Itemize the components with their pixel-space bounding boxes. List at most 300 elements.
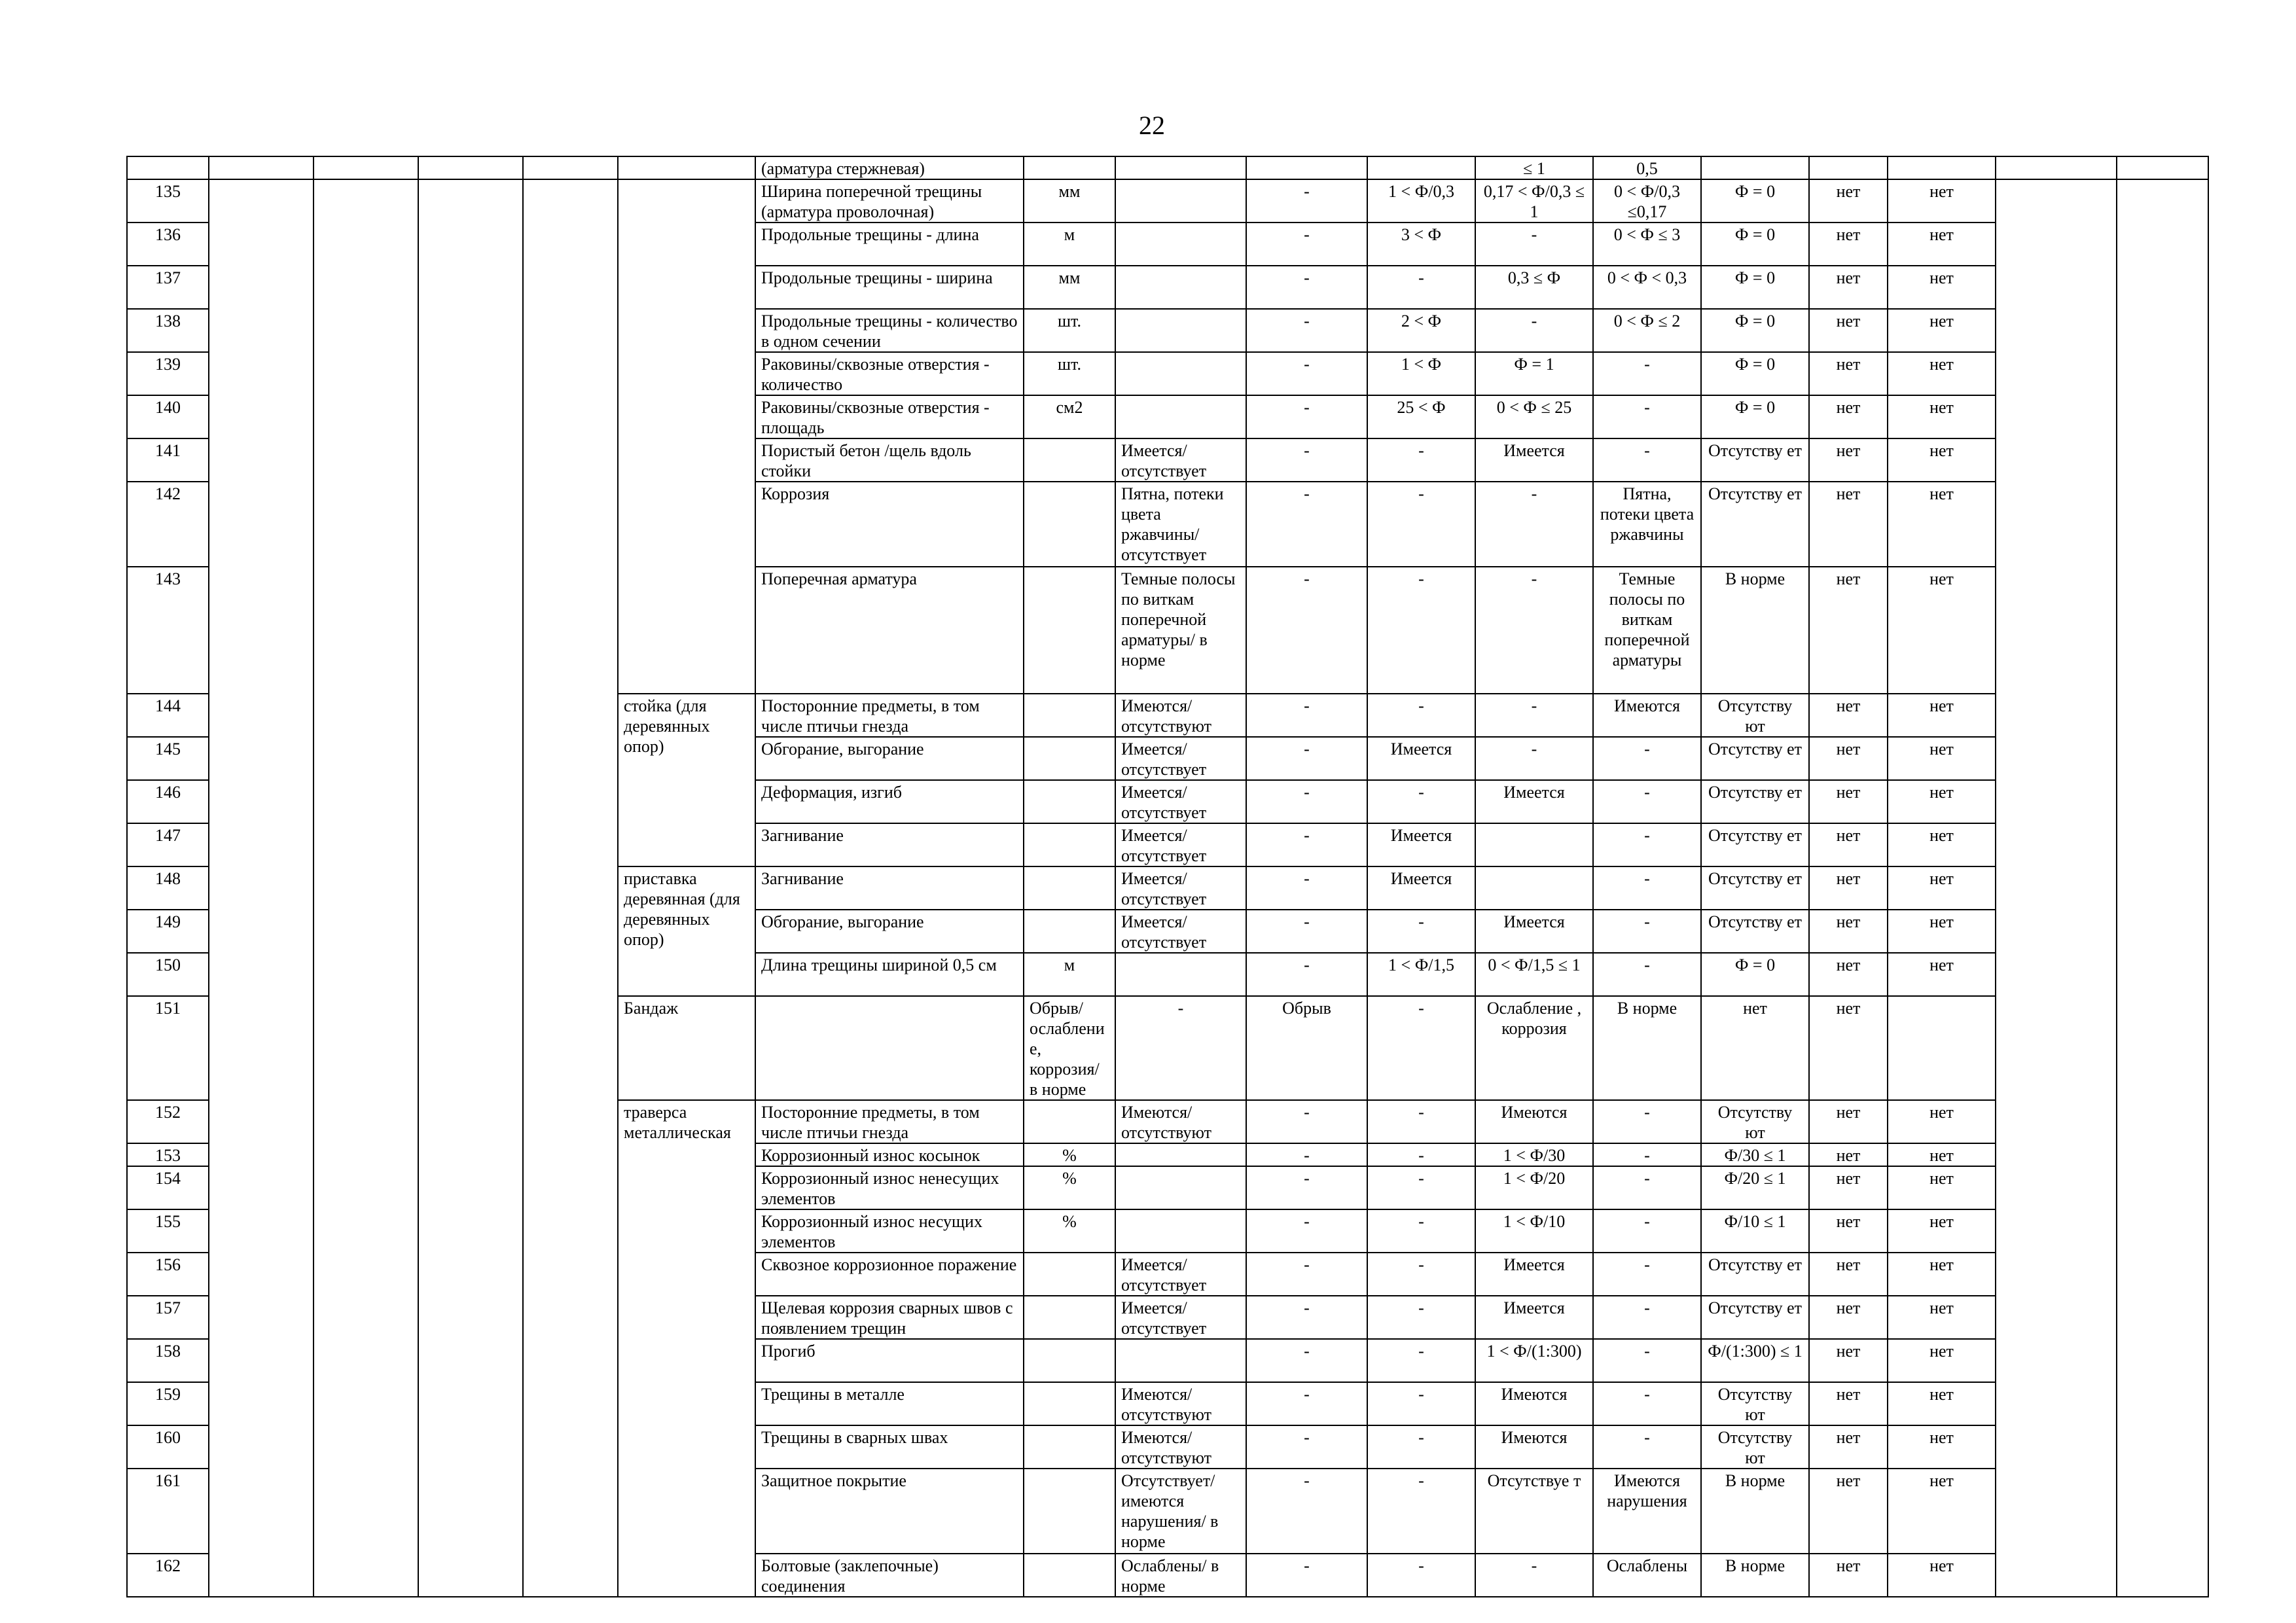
unit-cell <box>1024 1382 1115 1425</box>
value-cell: Ф/(1:300) ≤ 1 <box>1701 1339 1809 1382</box>
values-cell: Имеется/ отсутствует <box>1115 866 1246 910</box>
value-cell: - <box>1246 780 1367 823</box>
value-cell: 0 < Ф/0,3 ≤0,17 <box>1593 179 1701 223</box>
value-cell: Имеется <box>1475 780 1593 823</box>
unit-cell: мм <box>1024 179 1115 223</box>
value-cell: нет <box>1809 1253 1888 1296</box>
value-cell: - <box>1246 1339 1367 1382</box>
value-cell: 0 < Ф < 0,3 <box>1593 266 1701 309</box>
value-cell: Пятна, потеки цвета ржавчины <box>1593 482 1701 567</box>
value-cell: Имеются <box>1475 1382 1593 1425</box>
value-cell: нет <box>1809 438 1888 482</box>
values-cell: Имеется/ отсутствует <box>1115 910 1246 953</box>
unit-cell <box>1024 694 1115 737</box>
values-cell <box>1115 156 1246 179</box>
value-cell: нет <box>1888 1253 1996 1296</box>
row-number: 160 <box>127 1425 209 1469</box>
value-cell: нет <box>1809 953 1888 996</box>
value-cell: нет <box>1888 953 1996 996</box>
parameter-cell: Посторонние предметы, в том числе птичьи гнезда <box>755 1100 1024 1143</box>
values-cell <box>1115 223 1246 266</box>
value-cell <box>1475 866 1593 910</box>
value-cell: Ф/30 ≤ 1 <box>1701 1143 1809 1166</box>
row-number: 138 <box>127 309 209 352</box>
empty-cell <box>523 179 618 1597</box>
value-cell: - <box>1246 266 1367 309</box>
row-number: 151 <box>127 996 209 1100</box>
value-cell: Имеется <box>1367 866 1475 910</box>
value-cell: нет <box>1888 1143 1996 1166</box>
value-cell: нет <box>1888 1469 1996 1554</box>
value-cell: нет <box>1888 309 1996 352</box>
group-label: приставка деревянная (для деревянных опор) <box>618 866 755 996</box>
value-cell: Отсутству ет <box>1701 823 1809 866</box>
value-cell: - <box>1367 996 1475 1100</box>
row-number: 152 <box>127 1100 209 1143</box>
parameter-cell: Трещины в металле <box>755 1382 1024 1425</box>
unit-cell: % <box>1024 1166 1115 1209</box>
value-cell: нет <box>1809 309 1888 352</box>
value-cell: - <box>1593 438 1701 482</box>
value-cell: Ф = 1 <box>1475 352 1593 395</box>
value-cell: - <box>1593 1143 1701 1166</box>
unit-cell: % <box>1024 1143 1115 1166</box>
value-cell: нет <box>1888 1296 1996 1339</box>
row-number: 154 <box>127 1166 209 1209</box>
defect-criteria-table <box>126 156 2209 1597</box>
value-cell: нет <box>1888 223 1996 266</box>
values-cell: Имеется/ отсутствует <box>1115 780 1246 823</box>
value-cell: 0 < Ф ≤ 25 <box>1475 395 1593 438</box>
value-cell: - <box>1593 866 1701 910</box>
value-cell: Отсутству ет <box>1701 910 1809 953</box>
value-cell: нет <box>1809 482 1888 567</box>
parameter-cell: Обгорание, выгорание <box>755 910 1024 953</box>
value-cell: - <box>1593 823 1701 866</box>
row-number: 148 <box>127 866 209 910</box>
empty-cell <box>209 179 314 1597</box>
value-cell: Ослаблены <box>1593 1554 1701 1597</box>
unit-cell: шт. <box>1024 352 1115 395</box>
row-number: 137 <box>127 266 209 309</box>
value-cell: 0,5 <box>1593 156 1701 179</box>
value-cell: - <box>1246 223 1367 266</box>
value-cell: Отсутству ет <box>1701 1296 1809 1339</box>
value-cell: нет <box>1809 1469 1888 1554</box>
value-cell: нет <box>1809 1166 1888 1209</box>
unit-cell: см2 <box>1024 395 1115 438</box>
value-cell: Имеются <box>1593 694 1701 737</box>
value-cell: - <box>1367 1296 1475 1339</box>
empty-cell <box>209 156 314 179</box>
value-cell: 1 < Ф/30 <box>1475 1143 1593 1166</box>
values-cell: Обрыв/ ослабление, коррозия/ в норме <box>1024 996 1115 1100</box>
row-number: 136 <box>127 223 209 266</box>
parameter-cell: Трещины в сварных швах <box>755 1425 1024 1469</box>
value-cell: - <box>1593 352 1701 395</box>
value-cell: - <box>1367 1100 1475 1143</box>
parameter-cell: Коррозия <box>755 482 1024 567</box>
unit-cell <box>1024 1469 1115 1554</box>
value-cell: - <box>1367 1339 1475 1382</box>
value-cell: - <box>1367 1382 1475 1425</box>
value-cell: Отсутству ет <box>1701 737 1809 780</box>
value-cell: нет <box>1888 737 1996 780</box>
empty-cell <box>618 156 755 179</box>
unit-cell <box>1024 866 1115 910</box>
parameter-cell: Раковины/сквозные отверстия - количество <box>755 352 1024 395</box>
values-cell: Темные полосы по виткам поперечной арматуры/ в норме <box>1115 567 1246 694</box>
value-cell: - <box>1593 1253 1701 1296</box>
values-cell: Имеются/ отсутствуют <box>1115 1425 1246 1469</box>
value-cell: - <box>1246 482 1367 567</box>
empty-cell <box>418 179 523 1597</box>
unit-cell <box>1024 737 1115 780</box>
unit-cell <box>1024 1425 1115 1469</box>
parameter-cell: Болтовые (заклепочные) соединения <box>755 1554 1024 1597</box>
unit-cell <box>1024 567 1115 694</box>
value-cell: нет <box>1809 737 1888 780</box>
row-number: 146 <box>127 780 209 823</box>
value-cell: нет <box>1809 910 1888 953</box>
value-cell: - <box>1367 780 1475 823</box>
parameter-cell: Коррозионный износ косынок <box>755 1143 1024 1166</box>
value-cell: В норме <box>1701 1554 1809 1597</box>
value-cell: - <box>1475 1554 1593 1597</box>
row-number: 161 <box>127 1469 209 1554</box>
value-cell: 1 < Ф/(1:300) <box>1475 1339 1593 1382</box>
value-cell: Обрыв <box>1246 996 1367 1100</box>
value-cell: нет <box>1701 996 1809 1100</box>
unit-cell: шт. <box>1024 309 1115 352</box>
value-cell: - <box>1246 1425 1367 1469</box>
value-cell: - <box>1246 1382 1367 1425</box>
value-cell: нет <box>1888 567 1996 694</box>
value-cell <box>1367 156 1475 179</box>
value-cell: 1 < Ф/1,5 <box>1367 953 1475 996</box>
empty-cell <box>418 156 523 179</box>
value-cell: нет <box>1888 694 1996 737</box>
value-cell: Имеется <box>1475 438 1593 482</box>
value-cell: 25 < Ф <box>1367 395 1475 438</box>
value-cell: Отсутству ет <box>1701 866 1809 910</box>
value-cell: Отсутству ет <box>1701 438 1809 482</box>
value-cell: - <box>1246 694 1367 737</box>
empty-cell <box>1996 179 2117 1597</box>
value-cell: нет <box>1809 179 1888 223</box>
unit-cell <box>1024 482 1115 567</box>
value-cell: - <box>1246 1166 1367 1209</box>
value-cell: 1 < Ф/0,3 <box>1367 179 1475 223</box>
parameter-cell: Ширина поперечной трещины (арматура проволочная) <box>755 179 1024 223</box>
table-row <box>127 179 2208 223</box>
value-cell: 2 < Ф <box>1367 309 1475 352</box>
value-cell: нет <box>1809 395 1888 438</box>
value-cell: нет <box>1809 996 1888 1100</box>
parameter-cell: Щелевая коррозия сварных швов с появлением трещин <box>755 1296 1024 1339</box>
value-cell: - <box>1246 309 1367 352</box>
value-cell: - <box>1367 1253 1475 1296</box>
value-cell: нет <box>1809 352 1888 395</box>
value-cell: В норме <box>1593 996 1701 1100</box>
value-cell: Отсутству ют <box>1701 1382 1809 1425</box>
parameter-cell: (арматура стержневая) <box>755 156 1024 179</box>
parameter-cell: Продольные трещины - количество в одном сечении <box>755 309 1024 352</box>
row-number: 141 <box>127 438 209 482</box>
unit-cell <box>1024 780 1115 823</box>
value-cell: нет <box>1809 266 1888 309</box>
values-cell <box>1115 1209 1246 1253</box>
parameter-cell: Продольные трещины - длина <box>755 223 1024 266</box>
table-body <box>127 156 2208 1597</box>
value-cell: Ф/10 ≤ 1 <box>1701 1209 1809 1253</box>
value-cell: Отсутствуе т <box>1475 1469 1593 1554</box>
values-cell <box>1115 1339 1246 1382</box>
value-cell: - <box>1593 395 1701 438</box>
parameter-cell: Длина трещины шириной 0,5 см <box>755 953 1024 996</box>
parameter-cell: Защитное покрытие <box>755 1469 1024 1554</box>
value-cell: - <box>1367 1166 1475 1209</box>
row-number: 157 <box>127 1296 209 1339</box>
value-cell: - <box>1367 1469 1475 1554</box>
value-cell: - <box>1246 1100 1367 1143</box>
value-cell: Отсутству ет <box>1701 482 1809 567</box>
value-cell: - <box>1367 1425 1475 1469</box>
value-cell: - <box>1246 1469 1367 1554</box>
value-cell: нет <box>1888 866 1996 910</box>
unit-cell <box>1024 1296 1115 1339</box>
value-cell: Отсутству ют <box>1701 1425 1809 1469</box>
value-cell: нет <box>1888 1339 1996 1382</box>
value-cell: Ф = 0 <box>1701 395 1809 438</box>
value-cell: Имеются <box>1475 1100 1593 1143</box>
unit-cell <box>1024 1339 1115 1382</box>
value-cell: нет <box>1809 1382 1888 1425</box>
unit-cell <box>1024 156 1115 179</box>
values-cell: Пятна, потеки цвета ржавчины/ отсутствует <box>1115 482 1246 567</box>
values-cell: Имеются/ отсутствуют <box>1115 1382 1246 1425</box>
value-cell: - <box>1475 482 1593 567</box>
empty-cell <box>314 179 418 1597</box>
parameter-cell: Посторонние предметы, в том числе птичьи гнезда <box>755 694 1024 737</box>
value-cell: нет <box>1888 395 1996 438</box>
value-cell: Ф = 0 <box>1701 179 1809 223</box>
parameter-cell: Продольные трещины - ширина <box>755 266 1024 309</box>
value-cell: - <box>1593 1296 1701 1339</box>
value-cell: - <box>1593 1100 1701 1143</box>
value-cell: 1 < Ф/20 <box>1475 1166 1593 1209</box>
value-cell: - <box>1475 567 1593 694</box>
unit-cell <box>1024 438 1115 482</box>
value-cell: Имеется <box>1475 910 1593 953</box>
parameter-cell: Обгорание, выгорание <box>755 737 1024 780</box>
value-cell: нет <box>1888 780 1996 823</box>
value-cell: Имеется <box>1367 737 1475 780</box>
value-cell: - <box>1475 737 1593 780</box>
value-cell: - <box>1593 1339 1701 1382</box>
value-cell <box>1475 823 1593 866</box>
value-cell: - <box>1475 694 1593 737</box>
unit-cell: мм <box>1024 266 1115 309</box>
value-cell: нет <box>1809 1554 1888 1597</box>
value-cell: нет <box>1809 823 1888 866</box>
value-cell: - <box>1367 567 1475 694</box>
unit-cell <box>755 996 1024 1100</box>
value-cell: - <box>1593 953 1701 996</box>
row-number: 162 <box>127 1554 209 1597</box>
row-number: 143 <box>127 567 209 694</box>
unit-cell: % <box>1024 1209 1115 1253</box>
value-cell: ≤ 1 <box>1475 156 1593 179</box>
value-cell: - <box>1246 1209 1367 1253</box>
values-cell: Имеется/ отсутствует <box>1115 823 1246 866</box>
value-cell: - <box>1115 996 1246 1100</box>
value-cell: Темные полосы по виткам поперечной арматуры <box>1593 567 1701 694</box>
value-cell: нет <box>1888 179 1996 223</box>
value-cell: Ф = 0 <box>1701 352 1809 395</box>
value-cell: - <box>1593 1209 1701 1253</box>
value-cell: нет <box>1888 352 1996 395</box>
row-number: 158 <box>127 1339 209 1382</box>
value-cell: Отсутству ет <box>1701 1253 1809 1296</box>
values-cell: Имеется/ отсутствует <box>1115 737 1246 780</box>
value-cell: нет <box>1888 1166 1996 1209</box>
row-number: 135 <box>127 179 209 223</box>
value-cell: нет <box>1888 1209 1996 1253</box>
unit-cell <box>1024 910 1115 953</box>
value-cell: Имеются нарушения <box>1593 1469 1701 1554</box>
row-number: 139 <box>127 352 209 395</box>
unit-cell: м <box>1024 223 1115 266</box>
empty-cell <box>523 156 618 179</box>
parameter-cell: Поперечная арматура <box>755 567 1024 694</box>
group-label: траверса металлическая <box>618 1100 755 1597</box>
value-cell: Имеется <box>1367 823 1475 866</box>
value-cell: нет <box>1809 223 1888 266</box>
value-cell: В норме <box>1701 1469 1809 1554</box>
value-cell: - <box>1367 1554 1475 1597</box>
value-cell: - <box>1367 482 1475 567</box>
value-cell: - <box>1246 567 1367 694</box>
group-cell-empty <box>618 179 755 694</box>
value-cell: нет <box>1809 567 1888 694</box>
value-cell: нет <box>1809 1425 1888 1469</box>
parameter-cell: Коррозионный износ несущих элементов <box>755 1209 1024 1253</box>
value-cell: нет <box>1809 1339 1888 1382</box>
value-cell: нет <box>1888 438 1996 482</box>
value-cell: - <box>1593 780 1701 823</box>
value-cell: Отсутству ют <box>1701 694 1809 737</box>
values-cell: Отсутствует/ имеются нарушения/ в норме <box>1115 1469 1246 1554</box>
unit-cell <box>1024 1100 1115 1143</box>
value-cell: Отсутству ет <box>1701 780 1809 823</box>
value-cell: нет <box>1809 866 1888 910</box>
value-cell: - <box>1246 1554 1367 1597</box>
value-cell: Ф/20 ≤ 1 <box>1701 1166 1809 1209</box>
value-cell: нет <box>1888 1554 1996 1597</box>
values-cell: Ослаблены/ в норме <box>1115 1554 1246 1597</box>
parameter-cell: Сквозное коррозионное поражение <box>755 1253 1024 1296</box>
value-cell: - <box>1593 1166 1701 1209</box>
page-number: 22 <box>1139 111 1165 140</box>
parameter-cell: Прогиб <box>755 1339 1024 1382</box>
value-cell: - <box>1246 737 1367 780</box>
empty-cell <box>127 156 209 179</box>
value-cell: нет <box>1888 266 1996 309</box>
value-cell: Отсутству ют <box>1701 1100 1809 1143</box>
value-cell: нет <box>1888 823 1996 866</box>
unit-cell: м <box>1024 953 1115 996</box>
parameter-cell: Деформация, изгиб <box>755 780 1024 823</box>
value-cell: - <box>1246 866 1367 910</box>
value-cell: 0 < Ф/1,5 ≤ 1 <box>1475 953 1593 996</box>
row-number: 142 <box>127 482 209 567</box>
value-cell <box>1246 156 1367 179</box>
table-row-continuation <box>127 156 2208 179</box>
unit-cell <box>1024 1554 1115 1597</box>
empty-cell <box>1996 156 2117 179</box>
value-cell: Ф = 0 <box>1701 953 1809 996</box>
row-number: 140 <box>127 395 209 438</box>
value-cell: - <box>1475 309 1593 352</box>
value-cell: нет <box>1809 694 1888 737</box>
values-cell <box>1115 179 1246 223</box>
value-cell: - <box>1246 1143 1367 1166</box>
parameter-cell: Коррозионный износ ненесущих элементов <box>755 1166 1024 1209</box>
value-cell: - <box>1246 352 1367 395</box>
value-cell: 0 < Ф ≤ 2 <box>1593 309 1701 352</box>
value-cell: Имеется <box>1475 1296 1593 1339</box>
value-cell: Ф = 0 <box>1701 223 1809 266</box>
value-cell: 3 < Ф <box>1367 223 1475 266</box>
row-number: 145 <box>127 737 209 780</box>
unit-cell <box>1024 823 1115 866</box>
value-cell: 0,3 ≤ Ф <box>1475 266 1593 309</box>
value-cell: - <box>1246 179 1367 223</box>
empty-cell <box>1888 156 1996 179</box>
value-cell: - <box>1593 910 1701 953</box>
values-cell <box>1115 953 1246 996</box>
empty-cell <box>1809 156 1888 179</box>
empty-cell <box>1701 156 1809 179</box>
row-number: 156 <box>127 1253 209 1296</box>
value-cell: - <box>1475 223 1593 266</box>
row-number: 144 <box>127 694 209 737</box>
value-cell: нет <box>1888 1100 1996 1143</box>
value-cell: нет <box>1888 482 1996 567</box>
row-number: 153 <box>127 1143 209 1166</box>
row-number: 155 <box>127 1209 209 1253</box>
value-cell: Имеются <box>1475 1425 1593 1469</box>
value-cell: - <box>1246 395 1367 438</box>
value-cell: Ф = 0 <box>1701 266 1809 309</box>
values-cell <box>1115 1143 1246 1166</box>
value-cell: - <box>1367 1209 1475 1253</box>
unit-cell <box>1024 1253 1115 1296</box>
values-cell: Имеются/ отсутствуют <box>1115 1100 1246 1143</box>
parameter-cell: Бандаж <box>618 996 755 1100</box>
parameter-cell: Загнивание <box>755 866 1024 910</box>
value-cell: - <box>1367 266 1475 309</box>
value-cell: - <box>1367 694 1475 737</box>
value-cell: - <box>1367 438 1475 482</box>
value-cell: Имеется <box>1475 1253 1593 1296</box>
row-number: 147 <box>127 823 209 866</box>
value-cell: нет <box>1809 780 1888 823</box>
values-cell <box>1115 1166 1246 1209</box>
value-cell: нет <box>1809 1100 1888 1143</box>
values-cell <box>1115 266 1246 309</box>
